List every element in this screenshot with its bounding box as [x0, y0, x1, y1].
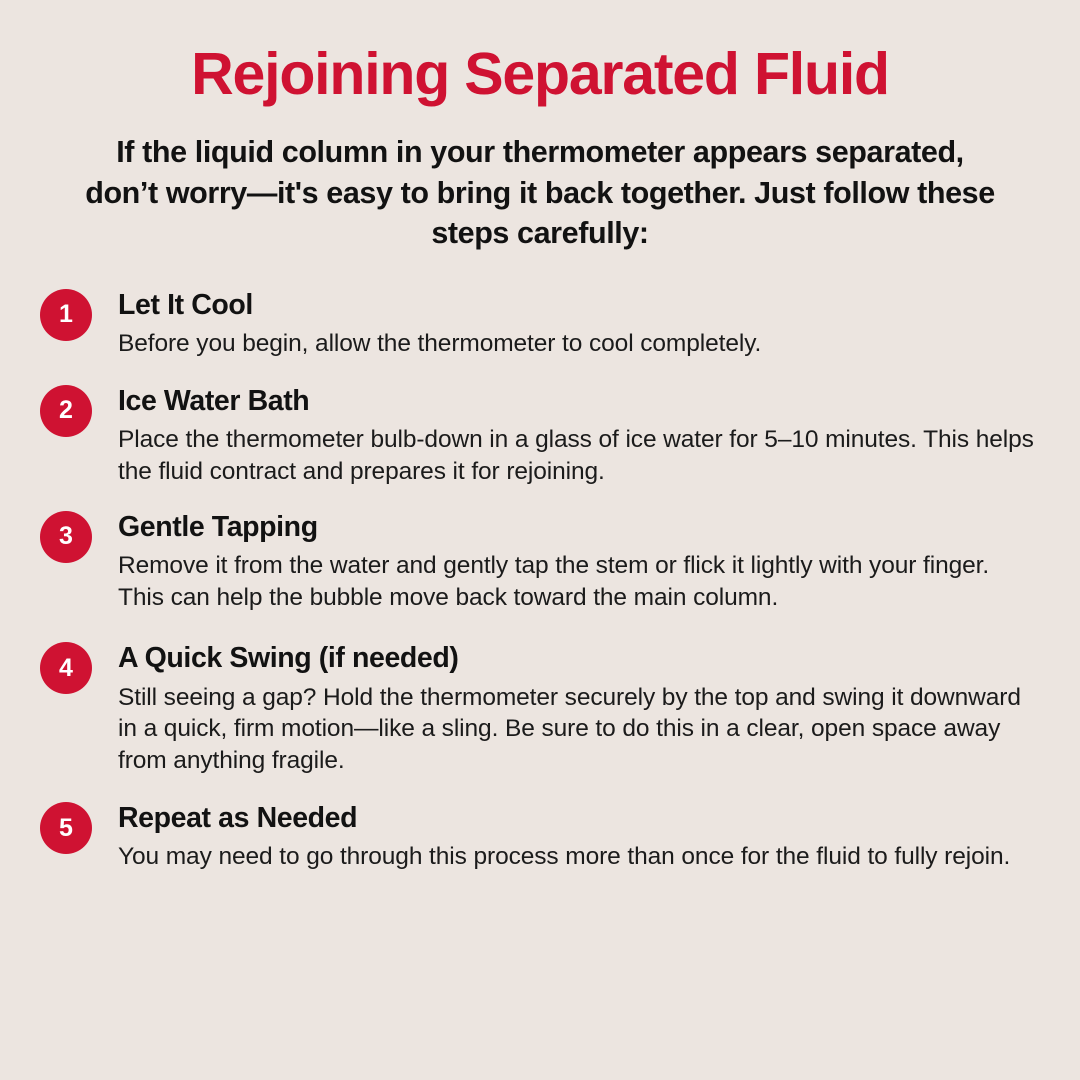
step-title: Let It Cool	[118, 288, 253, 321]
list-item	[40, 288, 1040, 360]
list-item	[40, 384, 1040, 488]
step-title: A Quick Swing (if needed)	[118, 642, 459, 675]
step-body: Still seeing a gap? Hold the thermometer securely by the top and swing it downward in a quick, firm motion—like a sling. Be sure to do this in a clear, open space away from anything fragile.	[118, 683, 1021, 775]
step-title: Repeat as Needed	[118, 802, 358, 835]
step-title: Ice Water Bath	[118, 384, 310, 417]
step-body: Before you begin, allow the thermometer to cool completely.	[118, 329, 762, 357]
step-body: Remove it from the water and gently tap the stem or flick it lightly with your finger. This can help the bubble move back toward the main column.	[118, 551, 990, 611]
intro-paragraph: If the liquid column in your thermometer appears separated, don’t worry—it's easy to bring it back together. Just follow these steps carefully:	[85, 134, 995, 251]
step-number-badge: 3	[40, 511, 92, 563]
step-number-badge: 2	[40, 385, 92, 437]
step-number-badge: 4	[40, 642, 92, 694]
step-body: You may need to go through this process more than once for the fluid to fully rejoin.	[118, 843, 1011, 871]
step-number-badge: 1	[40, 289, 92, 341]
list-item	[40, 510, 1040, 614]
list-item	[40, 801, 1040, 873]
steps-list	[40, 288, 1040, 874]
step-body: Place the thermometer bulb-down in a glass of ice water for 5–10 minutes. This helps the fluid contract and prepares it for rejoining.	[118, 425, 1034, 485]
step-title: Gentle Tapping	[118, 510, 318, 543]
list-item	[40, 641, 1040, 777]
step-number-badge: 5	[40, 802, 92, 854]
page-title: Rejoining Separated Fluid	[191, 41, 889, 107]
